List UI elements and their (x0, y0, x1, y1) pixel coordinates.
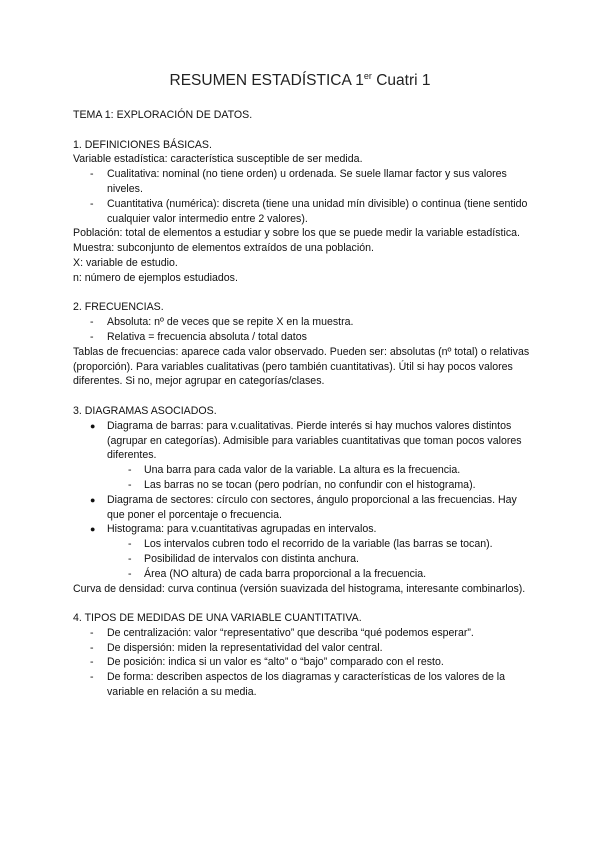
bullet-icon: ● (90, 420, 96, 431)
definition-muestra: Muestra: subconjunto de elementos extraídos de una población. (73, 242, 374, 255)
sub-list-item (73, 478, 533, 493)
dash-marker: - (128, 538, 132, 551)
list-item (73, 626, 533, 641)
sub-list-item (73, 537, 533, 552)
dash-marker: - (90, 671, 94, 684)
spacer (73, 596, 533, 611)
list-item-text: De dispersión: miden la representatividad del valor central. (107, 641, 383, 654)
list-item-text: Relativa = frecuencia absoluta / total datos (107, 330, 307, 343)
dash-marker: - (90, 626, 94, 639)
dash-marker: - (90, 168, 94, 181)
title-superscript: er (363, 71, 372, 81)
list-item (73, 167, 533, 197)
list-item (73, 655, 533, 670)
dash-marker: - (90, 330, 94, 343)
list-item-text: Histograma: para v.cuantitativas agrupadas en intervalos. (107, 523, 377, 536)
topic-heading: TEMA 1: EXPLORACIÓN DE DATOS. (73, 109, 253, 121)
dash-marker: - (128, 478, 132, 491)
list-item-text: Diagrama de barras: para v.cualitativas. Pierde interés si hay muchos valores distintos (agrupar en categorías). Admisible para variables cuantitativas que toman pocos valores diferentes. (107, 419, 522, 462)
list-item-text: Diagrama de sectores: círculo con sectores, ángulo proporcional a las frecuencias. Hay que poner el porcentaje o frecuencia. (107, 493, 517, 521)
list-item-text: Una barra para cada valor de la variable. La altura es la frecuencia. (144, 464, 461, 477)
dash-marker: - (90, 316, 94, 329)
spacer (73, 286, 533, 301)
list-item-text: De posición: indica si un valor es “alto” o “bajo” comparado con el resto. (107, 656, 444, 669)
title-rest: Cuatri 1 (371, 72, 431, 89)
dash-marker: - (128, 567, 132, 580)
list-item (73, 670, 533, 700)
list-item-text: Cuantitativa (numérica): discreta (tiene una unidad mín divisible) o continua (tiene sentido cualquier valor intermedio entre 2 valores). (107, 197, 528, 225)
frequency-tables-paragraph: Tablas de frecuencias: aparece cada valor observado. Pueden ser: absolutas (nº total) o relativas (proporción). Para variables cualitativas (pero también cuantitativas). Útil si hay pocos valores diferentes. Si no, mejor agrupar en categorías/clases. (73, 345, 530, 388)
dash-marker: - (128, 464, 132, 477)
definition-variable: Variable estadística: característica susceptible de ser medida. (73, 153, 363, 166)
list-item (73, 493, 533, 523)
spacer (73, 389, 533, 404)
section-1-heading: 1. DEFINICIONES BÁSICAS. (73, 138, 212, 151)
list-item (73, 419, 533, 463)
title-main: RESUMEN ESTADÍSTICA 1 (169, 72, 364, 89)
section-3-heading: 3. DIAGRAMAS ASOCIADOS. (73, 404, 217, 417)
definition-poblacion: Población: total de elementos a estudiar y sobre los que se puede medir la variable estadística. (73, 227, 520, 240)
dash-marker: - (90, 641, 94, 654)
list-item-text: Cualitativa: nominal (no tiene orden) u ordenada. Se suele llamar factor y sus valores niveles. (107, 168, 507, 195)
dash-marker: - (128, 552, 132, 565)
sub-list-item (73, 567, 533, 582)
list-item-text: De forma: describen aspectos de los diagramas y características de los valores de la variable en relación a su media. (107, 671, 506, 699)
list-item-text: Las barras no se tocan (pero podrían, no confundir con el histograma). (144, 478, 476, 491)
definition-x: X: variable de estudio. (73, 256, 178, 269)
density-curve-paragraph: Curva de densidad: curva continua (versión suavizada del histograma, interesante combinarlos). (73, 582, 526, 595)
section-2-heading: 2. FRECUENCIAS. (73, 301, 164, 314)
dash-marker: - (90, 197, 94, 210)
list-item-text: Área (NO altura) de cada barra proporcional a la frecuencia. (144, 567, 427, 580)
list-item-text: Los intervalos cubren todo el recorrido de la variable (las barras se tocan). (144, 538, 493, 551)
sub-list-item (73, 463, 533, 478)
document-body (73, 108, 533, 700)
bullet-icon: ● (90, 524, 96, 535)
list-item-text: De centralización: valor “representativo” que describa “qué podemos esperar”. (107, 626, 474, 639)
page-title (0, 71, 600, 91)
sub-list-item (73, 552, 533, 567)
list-item (73, 315, 533, 330)
list-item-text: Absoluta: nº de veces que se repite X en la muestra. (107, 316, 354, 329)
spacer (73, 123, 533, 138)
list-item (73, 641, 533, 656)
list-item (73, 197, 533, 227)
list-item (73, 330, 533, 345)
list-item (73, 522, 533, 537)
section-4-heading: 4. TIPOS DE MEDIDAS DE UNA VARIABLE CUANTITATIVA. (73, 612, 362, 625)
list-item-text: Posibilidad de intervalos con distinta anchura. (144, 552, 359, 565)
dash-marker: - (90, 656, 94, 669)
bullet-icon: ● (90, 494, 96, 505)
definition-n: n: número de ejemplos estudiados. (73, 271, 238, 284)
